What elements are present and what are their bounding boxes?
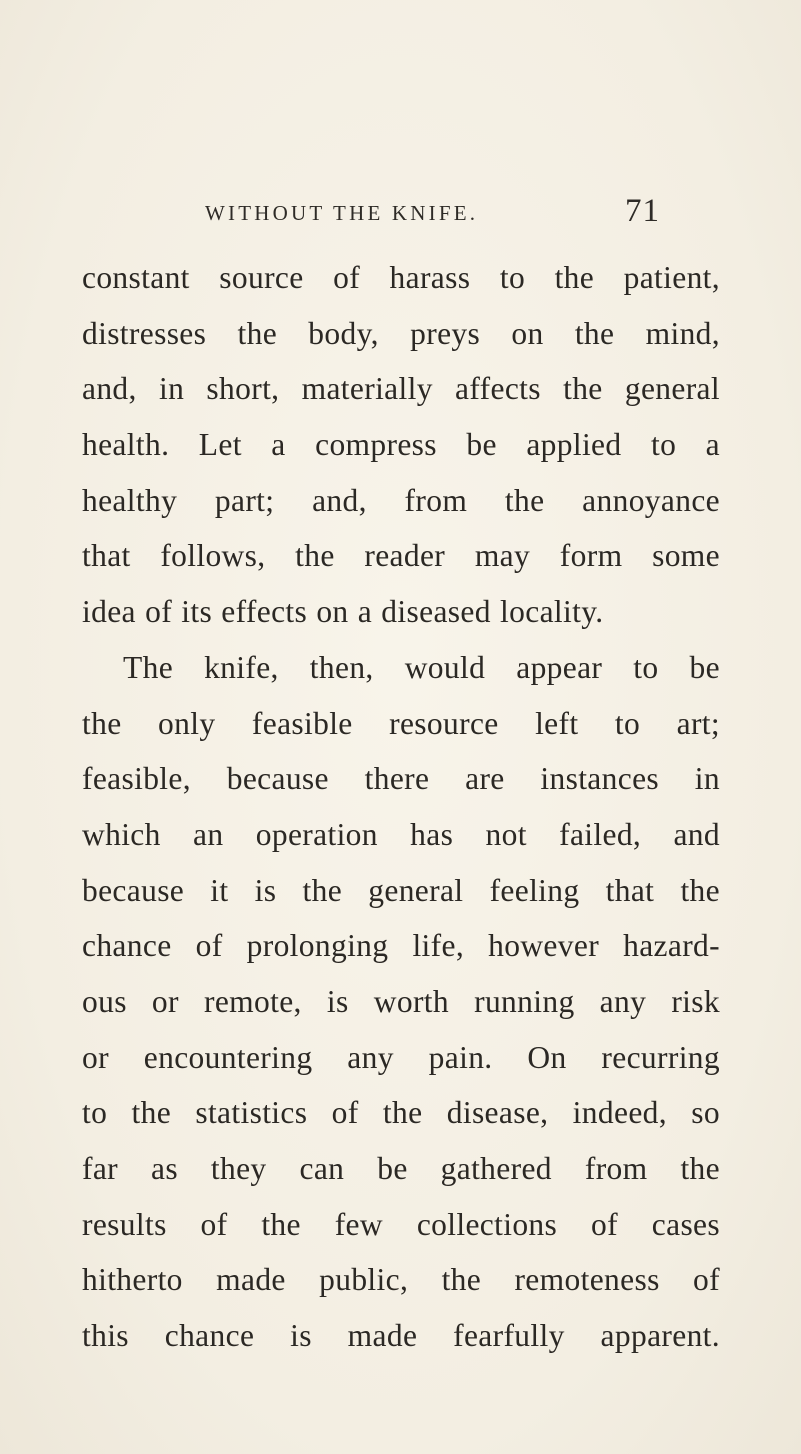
text-line: far as they can be gathered from the	[82, 1151, 720, 1186]
text-line: which an operation has not failed, and	[82, 816, 720, 852]
text-line: that follows, the reader may form some	[82, 538, 720, 574]
page-number: 71	[625, 193, 660, 229]
text-line: ous or remote, is worth running any risk	[82, 983, 720, 1019]
text-line: hitherto made public, the remoteness of	[82, 1262, 720, 1298]
text-line: chance of prolonging life, however hazard-	[82, 928, 720, 964]
text-line: the only feasible resource left to art;	[82, 705, 720, 741]
running-title: WITHOUT THE KNIFE.	[205, 201, 479, 225]
paragraph-start-line: The knife, then, would appear to be	[123, 649, 720, 685]
text-line: or encountering any pain. On recurring	[82, 1039, 720, 1075]
text-line: health. Let a compress be applied to a	[82, 427, 720, 463]
text-line: this chance is made fearfully apparent.	[82, 1318, 720, 1354]
text-line: because it is the general feeling that the	[82, 872, 720, 908]
text-line: to the statistics of the disease, indeed, so	[82, 1095, 720, 1131]
text-line: idea of its effects on a diseased locality.	[82, 594, 604, 630]
body-text	[82, 250, 720, 1364]
text-line: healthy part; and, from the annoyance	[82, 482, 720, 518]
text-line: distresses the body, preys on the mind,	[82, 315, 720, 351]
text-line: feasible, because there are instances in	[82, 761, 720, 797]
running-head	[205, 193, 660, 233]
text-line: constant source of harass to the patient,	[82, 260, 720, 295]
text-line: results of the few collections of cases	[82, 1206, 720, 1242]
text-line: and, in short, materially affects the general	[82, 371, 720, 407]
